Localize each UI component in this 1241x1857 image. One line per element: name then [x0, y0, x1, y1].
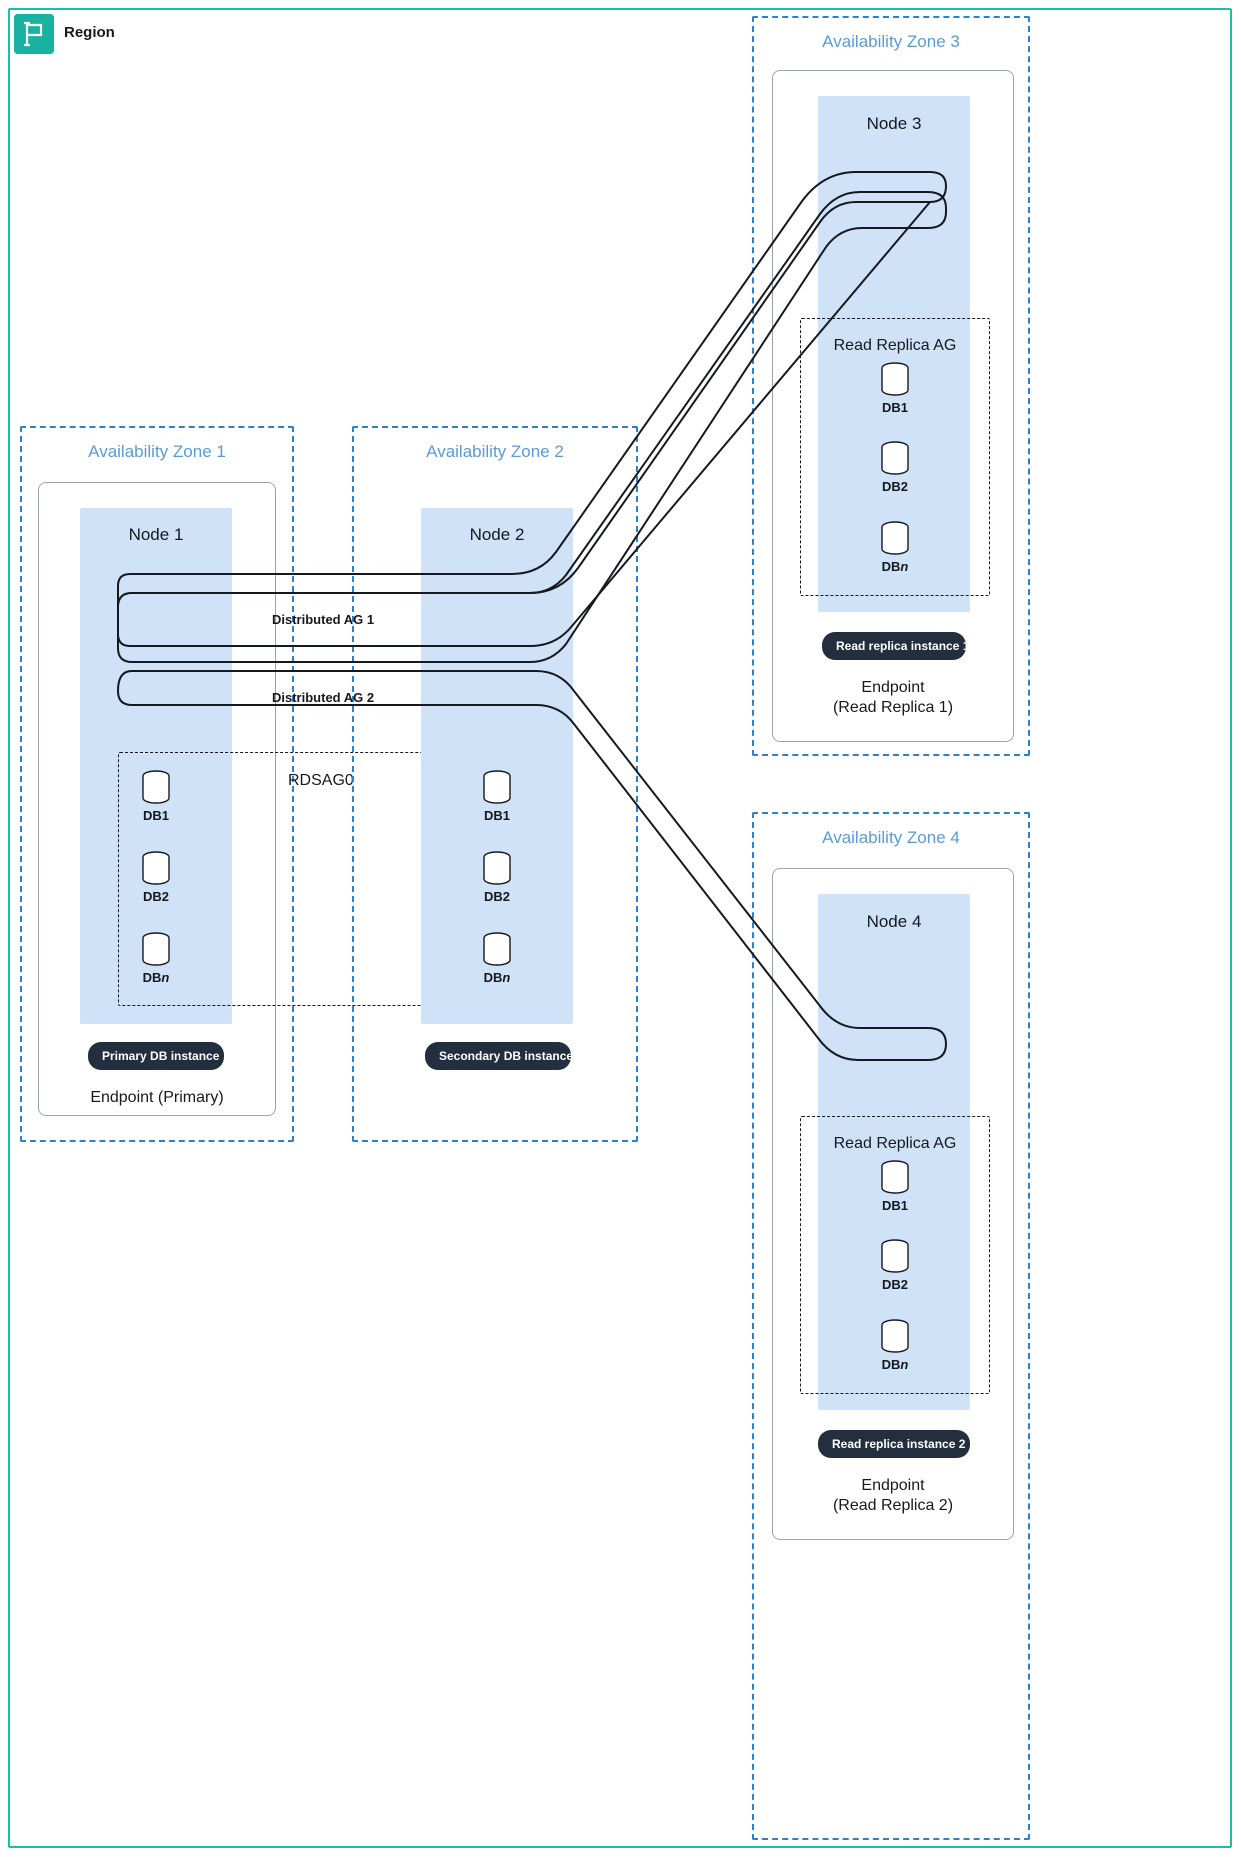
node-4-title: Node 4	[866, 912, 922, 931]
db-item	[452, 851, 542, 904]
node-1-title: Node 1	[128, 525, 184, 544]
endpoint-line-2: (Read Replica 2)	[832, 1497, 954, 1514]
db-label: DB2	[881, 1277, 908, 1292]
primary-db-instance-badge: Primary DB instance	[88, 1042, 224, 1070]
node-3-title: Node 3	[866, 114, 922, 133]
db-label: DBn	[483, 970, 511, 985]
region-flag-icon	[14, 14, 54, 54]
db-item	[111, 770, 201, 823]
node-2-title: Node 2	[469, 525, 525, 544]
rdsag0-label: RDSAG0	[288, 772, 354, 789]
endpoint-line-1: Endpoint	[861, 1477, 925, 1494]
endpoint-primary: Endpoint (Primary)	[90, 1089, 224, 1106]
db-item	[452, 932, 542, 985]
distributed-ag-1-label: Distributed AG 1	[272, 612, 375, 627]
db-item	[452, 770, 542, 823]
read-replica-instance-1-badge: Read replica instance 1	[822, 632, 966, 660]
availability-zone-4-title: Availability Zone 4	[822, 828, 960, 847]
db-item	[850, 1239, 940, 1292]
db-label: DB2	[142, 889, 169, 904]
endpoint-line-2: (Read Replica 1)	[832, 699, 954, 716]
endpoint-read-replica-2	[772, 1476, 1014, 1516]
endpoint-read-replica-1	[772, 678, 1014, 718]
db-item	[850, 521, 940, 574]
db-label: DBn	[142, 970, 170, 985]
endpoint-line-1: Endpoint	[861, 679, 925, 696]
db-label: DB1	[881, 400, 908, 415]
db-label: DBn	[881, 1357, 909, 1372]
db-label: DB1	[142, 808, 169, 823]
secondary-db-instance-badge: Secondary DB instance	[425, 1042, 571, 1070]
distributed-ag-2-label: Distributed AG 2	[272, 690, 375, 705]
availability-zone-2-title: Availability Zone 2	[426, 442, 564, 461]
db-label: DBn	[881, 559, 909, 574]
db-item	[850, 1160, 940, 1213]
db-item	[850, 1319, 940, 1372]
availability-zone-3-title: Availability Zone 3	[822, 32, 960, 51]
db-label: DB2	[881, 479, 908, 494]
db-item	[850, 441, 940, 494]
db-item	[111, 851, 201, 904]
db-item	[111, 932, 201, 985]
read-replica-ag-4-title: Read Replica AG	[833, 1135, 957, 1152]
region-label: Region	[64, 24, 115, 41]
read-replica-ag-3-title: Read Replica AG	[833, 337, 957, 354]
db-label: DB2	[483, 889, 510, 904]
db-label: DB1	[483, 808, 510, 823]
availability-zone-1-title: Availability Zone 1	[88, 442, 226, 461]
db-item	[850, 362, 940, 415]
read-replica-instance-2-badge: Read replica instance 2	[818, 1430, 970, 1458]
db-label: DB1	[881, 1198, 908, 1213]
